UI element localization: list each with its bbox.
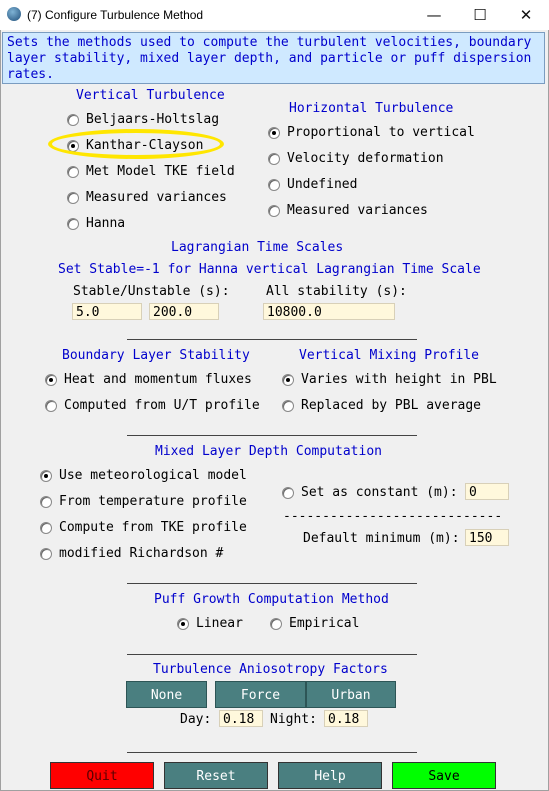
vertical-mixing-title: Vertical Mixing Profile bbox=[299, 348, 480, 363]
radio-varies-with-height[interactable] bbox=[282, 374, 294, 386]
divider bbox=[127, 752, 417, 753]
label-velocity-deformation: Velocity deformation bbox=[287, 151, 444, 166]
night-factor-input[interactable]: 0.18 bbox=[324, 710, 368, 727]
divider bbox=[127, 339, 417, 340]
dashed-separator: ---------------------------- bbox=[283, 509, 503, 524]
radio-modified-richardson[interactable] bbox=[40, 548, 52, 560]
default-minimum-input[interactable]: 150 bbox=[465, 529, 509, 546]
window-title: (7) Configure Turbulence Method bbox=[27, 8, 204, 22]
radio-velocity-deformation[interactable] bbox=[268, 153, 280, 165]
yellow-highlight-ellipse bbox=[48, 129, 224, 159]
save-button[interactable]: Save bbox=[392, 762, 496, 789]
mixed-layer-title: Mixed Layer Depth Computation bbox=[155, 444, 382, 459]
radio-horizontal-measured-variances[interactable] bbox=[268, 205, 280, 217]
maximize-button[interactable]: ☐ bbox=[473, 6, 487, 24]
label-heat-momentum-fluxes: Heat and momentum fluxes bbox=[64, 372, 252, 387]
label-modified-richardson: modified Richardson # bbox=[59, 546, 224, 561]
stable-unstable-label: Stable/Unstable (s): bbox=[73, 284, 230, 299]
label-met-model-tke: Met Model TKE field bbox=[86, 164, 235, 179]
all-stability-label: All stability (s): bbox=[266, 284, 407, 299]
radio-heat-momentum-fluxes[interactable] bbox=[45, 374, 57, 386]
description-text: Sets the methods used to compute the turbulent velocities, boundary layer stability, mixed layer depth, and particle or puff dispersion rates. bbox=[7, 35, 532, 82]
radio-met-model-tke[interactable] bbox=[67, 166, 79, 178]
label-replaced-by-pbl-average: Replaced by PBL average bbox=[301, 398, 482, 413]
unstable-input[interactable]: 200.0 bbox=[149, 303, 219, 320]
set-as-constant-label: Set as constant (m): bbox=[301, 485, 458, 500]
label-from-temperature-profile: From temperature profile bbox=[59, 494, 247, 509]
lagrangian-title: Lagrangian Time Scales bbox=[171, 240, 344, 255]
radio-linear[interactable] bbox=[177, 618, 189, 630]
label-kanthar-clayson: Kanthar-Clayson bbox=[86, 138, 204, 153]
default-minimum-label: Default minimum (m): bbox=[303, 531, 460, 546]
label-computed-ut-profile: Computed from U/T profile bbox=[64, 398, 260, 413]
radio-replaced-by-pbl-average[interactable] bbox=[282, 400, 294, 412]
divider bbox=[127, 654, 417, 655]
label-undefined: Undefined bbox=[287, 177, 358, 192]
urban-button[interactable]: Urban bbox=[306, 681, 396, 708]
radio-proportional-to-vertical[interactable] bbox=[268, 127, 280, 139]
radio-undefined[interactable] bbox=[268, 179, 280, 191]
all-stability-input[interactable]: 10800.0 bbox=[263, 303, 395, 320]
label-proportional-to-vertical: Proportional to vertical bbox=[287, 125, 475, 140]
force-button[interactable]: Force bbox=[215, 681, 306, 708]
reset-button[interactable]: Reset bbox=[164, 762, 268, 789]
app-globe-icon bbox=[7, 7, 21, 21]
label-beljaars-holtslag: Beljaars-Holtslag bbox=[86, 112, 220, 127]
vertical-turbulence-title: Vertical Turbulence bbox=[76, 88, 225, 103]
help-button[interactable]: Help bbox=[278, 762, 382, 789]
day-label: Day: bbox=[180, 712, 212, 727]
description-box bbox=[2, 32, 545, 84]
radio-empirical[interactable] bbox=[270, 618, 282, 630]
anisotropy-title: Turbulence Aniosotropy Factors bbox=[153, 662, 388, 677]
label-empirical: Empirical bbox=[289, 616, 360, 631]
stable-input[interactable]: 5.0 bbox=[72, 303, 142, 320]
label-linear: Linear bbox=[196, 616, 243, 631]
label-horizontal-measured-variances: Measured variances bbox=[287, 203, 428, 218]
divider bbox=[127, 583, 417, 584]
puff-growth-title: Puff Growth Computation Method bbox=[154, 592, 389, 607]
label-hanna: Hanna bbox=[86, 216, 126, 231]
label-vertical-measured-variances: Measured variances bbox=[86, 190, 227, 205]
quit-button[interactable]: Quit bbox=[50, 762, 154, 789]
lagrangian-note: Set Stable=-1 for Hanna vertical Lagrangian Time Scale bbox=[58, 262, 481, 277]
night-label: Night: bbox=[270, 712, 317, 727]
radio-set-as-constant[interactable] bbox=[282, 487, 294, 499]
constant-depth-input[interactable]: 0 bbox=[465, 483, 509, 500]
radio-use-met-model[interactable] bbox=[40, 470, 52, 482]
radio-vertical-measured-variances[interactable] bbox=[67, 192, 79, 204]
radio-compute-from-tke[interactable] bbox=[40, 522, 52, 534]
label-varies-with-height: Varies with height in PBL bbox=[301, 372, 497, 387]
minimize-button[interactable]: — bbox=[426, 6, 442, 24]
divider bbox=[127, 435, 417, 436]
label-compute-from-tke: Compute from TKE profile bbox=[59, 520, 247, 535]
boundary-layer-stability-title: Boundary Layer Stability bbox=[62, 348, 250, 363]
radio-from-temperature-profile[interactable] bbox=[40, 496, 52, 508]
day-factor-input[interactable]: 0.18 bbox=[219, 710, 263, 727]
radio-beljaars-holtslag[interactable] bbox=[67, 114, 79, 126]
label-use-met-model: Use meteorological model bbox=[59, 468, 247, 483]
close-button[interactable]: ✕ bbox=[519, 6, 533, 24]
horizontal-turbulence-title: Horizontal Turbulence bbox=[289, 101, 454, 116]
none-button[interactable]: None bbox=[126, 681, 207, 708]
radio-hanna[interactable] bbox=[67, 218, 79, 230]
radio-computed-ut-profile[interactable] bbox=[45, 400, 57, 412]
